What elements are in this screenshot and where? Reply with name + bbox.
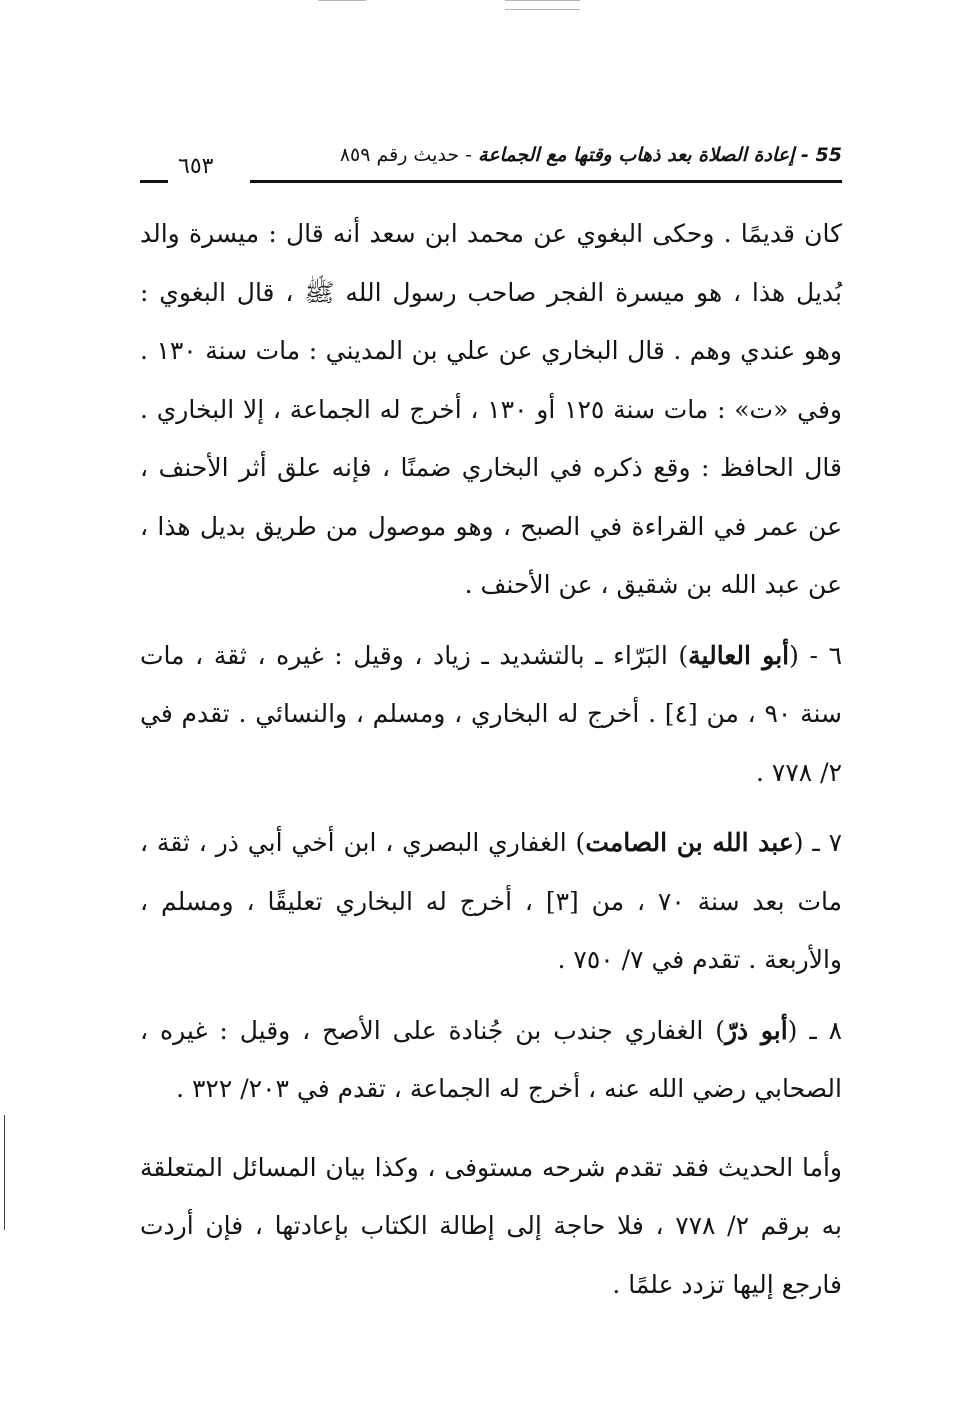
- paragraph-hadith-explanation: وأما الحديث فقد تقدم شرحه مستوفى ، وكذا بيان المسائل المتعلقة به برقم ٢/ ٧٧٨ ، فلا حاجة إلى إطالة الكتاب بإعادتها ، فإن أردت فارجع إليها تزدد علمًا .: [140, 1152, 842, 1299]
- header-rule: [250, 180, 842, 183]
- chapter-title: 55 - إعادة الصلاة بعد ذهاب وقتها مع الجماعة: [478, 144, 842, 166]
- page-body: [140, 205, 842, 1314]
- header-rule-short: [140, 180, 168, 183]
- paragraph-narrator-6: [140, 627, 842, 803]
- narrator-details: ) البَرّاء ـ بالتشديد ـ زياد ، وقيل : غيره ، ثقة ، مات سنة ٩٠ ، من [٤] . أخرج له البخاري ، ومسلم ، والنسائي . تقدم في ٢/ ٧٧٨ .: [140, 640, 842, 787]
- page-header: [140, 140, 842, 190]
- narrator-name: عبد الله بن الصامت: [585, 828, 794, 857]
- hadith-reference: - حديث رقم ٨٥٩: [339, 144, 479, 166]
- narrator-details: ) الغفاري البصري ، ابن أخي أبي ذر ، ثقة ، مات بعد سنة ٧٠ ، من [٣] ، أخرج له البخاري تعليقًا ، ومسلم ، والأربعة . تقدم في ٧/ ٧٥٠ .: [140, 828, 842, 974]
- running-title: [340, 144, 842, 166]
- scan-artifact-line: [318, 0, 366, 1]
- scan-artifact-line: [505, 0, 580, 1]
- paragraph-narrator-8: [140, 1002, 842, 1119]
- narrator-name: أبو ذرّ: [724, 1015, 788, 1045]
- paragraph-narrator-7: [140, 814, 842, 990]
- narrator-number: ٧ ـ (: [793, 828, 842, 857]
- narrator-details: ) الغفاري جندب بن جُنادة على الأصح ، وقيل : غيره ، الصحابي رضي الله عنه ، أخرج له الجماعة ، تقدم في ٢٠٣/ ٣٢٢ .: [140, 1015, 842, 1103]
- narrator-name: أبو العالية: [688, 640, 790, 670]
- paragraph-badil-note: كان قديمًا . وحكى البغوي عن محمد ابن سعد أنه قال : ميسرة والد بُديل هذا ، هو ميسرة الفجر صاحب رسول الله ﷺ ، قال البغوي : وهو عندي وهم . قال البخاري عن علي بن المديني : مات سنة ١٣٠ . وفي «ت» : مات سنة ١٢٥ أو ١٣٠ ، أخرج له الجماعة ، إلا البخاري . قال الحافظ : وقع ذكره في البخاري ضمنًا ، فإنه علق أثر الأحنف ، عن عمر في القراءة في الصبح ، وهو موصول من طريق بديل هذا ، عن عبد الله بن شقيق ، عن الأحنف .: [140, 219, 842, 599]
- narrator-number: ٦ - (: [789, 640, 842, 670]
- scan-artifact-line: [505, 9, 580, 10]
- narrator-number: ٨ ـ (: [787, 1015, 842, 1045]
- page-edge-mark: [4, 1115, 5, 1230]
- page-number: ٦٥٣: [178, 154, 214, 179]
